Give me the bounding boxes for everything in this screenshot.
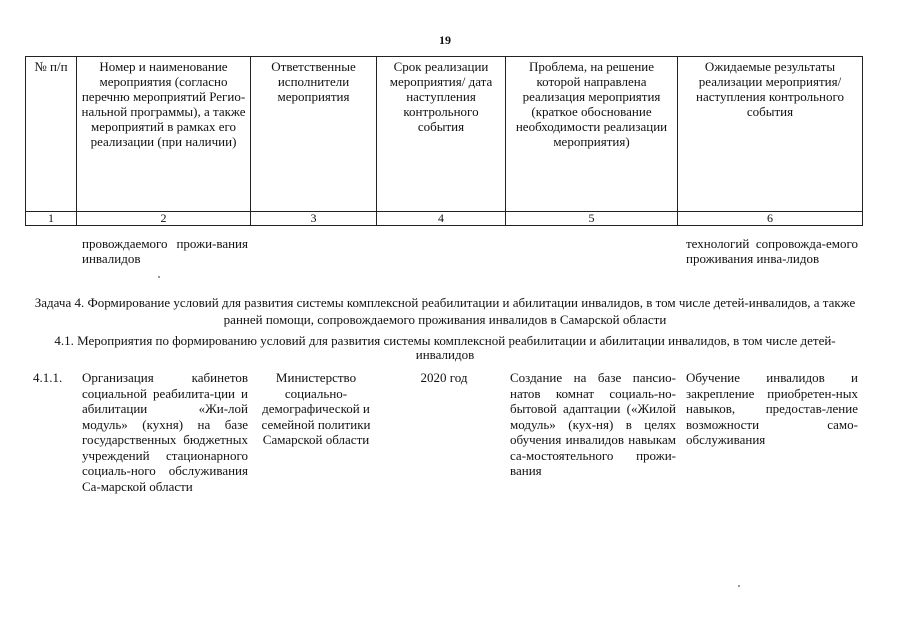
scan-speck	[738, 585, 740, 587]
column-header-num: № п/п	[26, 57, 77, 212]
column-number: 3	[251, 212, 377, 226]
row-term: 2020 год	[420, 370, 468, 385]
column-header-term: Срок реализации мероприятия/ дата наступления контрольного события	[377, 57, 506, 212]
column-header-name: Номер и наименование мероприятия (согласно перечню мероприятий Регио-нальной программы), а также мероприятий в рамках его реализации (при наличии)	[77, 57, 251, 212]
row-result: Обучение инвалидов и закрепление приобретен-ных навыков, предостав-ление возможности само-обслуживания	[686, 370, 858, 447]
column-header-result: Ожидаемые результаты реализации мероприятия/ наступления контрольного события	[678, 57, 863, 212]
column-number: 1	[26, 212, 77, 226]
continuation-name: провождаемого прожи-вания инвалидов	[82, 236, 248, 266]
column-numbers-row	[26, 212, 863, 226]
column-header-problem: Проблема, на решение которой направлена реализация мероприятия (краткое обоснование необходимости реализации мероприятия)	[506, 57, 678, 212]
page-number: 19	[439, 33, 451, 47]
subsection-heading: 4.1. Мероприятия по формированию условий для развития системы комплексной реабилитации и абилитации инвалидов, в том числе детей-инвалидов	[54, 333, 836, 362]
task-heading: Задача 4. Формирование условий для развития системы комплексной реабилитации и абилитации инвалидов, в том числе детей-инвалидов, а также ранней помощи, сопровождаемого проживания инвалидов в Самарской области	[34, 295, 856, 327]
row-name: Организация кабинетов социальной реабилита-ции и абилитации «Жи-лой модуль» (кухня) на базе государственных бюджетных учреждений стационарного социаль-ного обслуживания Са-марской области	[82, 370, 248, 494]
column-number: 6	[678, 212, 863, 226]
row-responsible: Министерство социально-демографической и семейной политики Самарской области	[261, 370, 371, 447]
table-header	[25, 56, 863, 226]
continuation-result: технологий сопровожда-емого проживания инва-лидов	[686, 236, 858, 266]
row-number: 4.1.1.	[33, 370, 63, 385]
row-problem: Создание на базе пансио-натов комнат социаль-но-бытовой адаптации («Жилой модуль» (кух-ня) в целях обучения инвалидов навыкам са-мостоятельного прожи-вания	[510, 370, 676, 478]
table-header-row	[26, 57, 863, 212]
column-number: 2	[77, 212, 251, 226]
column-number: 5	[506, 212, 678, 226]
column-header-responsible: Ответственные исполнители мероприятия	[251, 57, 377, 212]
column-number: 4	[377, 212, 506, 226]
scan-speck	[158, 276, 160, 278]
